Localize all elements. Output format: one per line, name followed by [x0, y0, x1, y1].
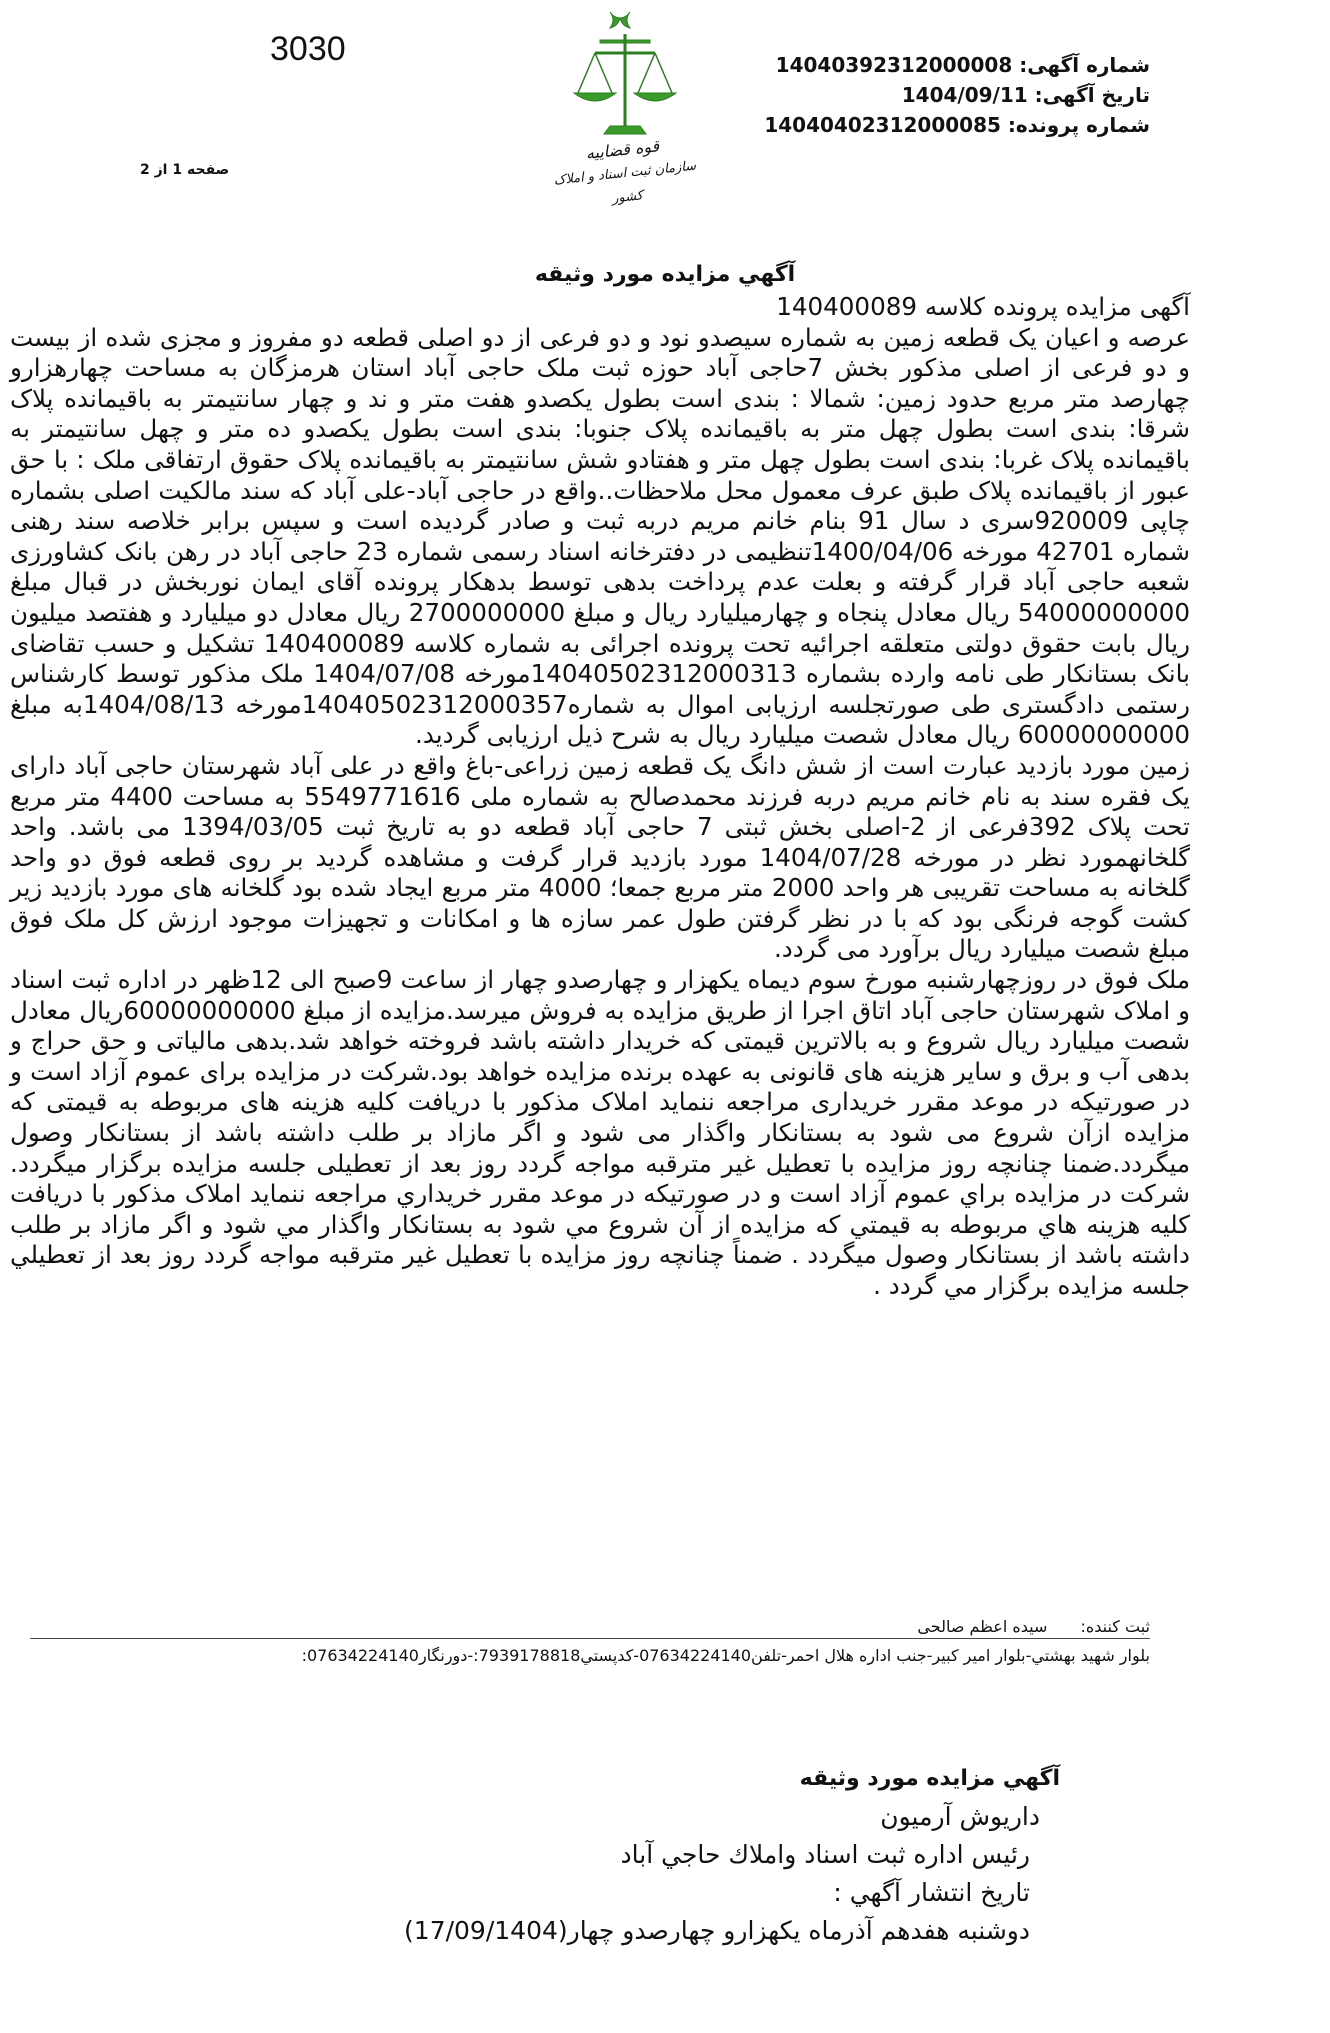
recorder-label: ثبت کننده:	[1080, 1617, 1150, 1636]
notice-paragraph: عرصه و اعیان یک قطعه زمین به شماره سیصدو نود و دو فرعی از دو اصلی قطعه دو مفروز و مجزی شده از بیست و دو فرعی از اصلی مذکور بخش 7حاجی آباد حوزه ثبت ملک حاجی آباد استان هرمزگان به مساحت چهارهزارو چهارصد متر مربع حدود زمین: شمالا : بندی است بطول یکصدو هفت متر و ند و چهار سانتیمتر به باقیمانده پلاک شرقا: بندی است بطول چهل متر به باقیمانده پلاک جنوبا: بندی است بطول یکصدو ده متر و چهل سانتیمتر به باقیمانده پلاک غربا: بندی است بطول چهل متر و هفتادو شش سانتیمتر به باقیمانده پلاک حقوق ارتفاقی ملک : با حق عبور از باقیمانده پلاک طبق عرف معمول محل ملاحظات..واقع در حاجی آباد-علی آباد که سند مالکیت اصلی بشماره چاپی 920009سری د سال 91 بنام خانم مریم دربه ثبت و صادر گردیده است و سپس برابر خلاصه سند رهنی شماره 42701 مورخه 1400/04/06تنظیمی در دفترخانه اسناد رسمی شماره 23 حاجی آباد در رهن بانک کشاورزی شعبه حاجی آباد قرار گرفته و بعلت عدم پرداخت بدهی توسط بدهکار پرونده آقای ایمان نوربخش در قبال مبلغ 54000000000 ریال معادل پنجاه و چهارمیلیارد ریال و مبلغ 2700000000 ریال معادل دو میلیارد و هفتصد میلیون ریال بابت حقوق دولتی متعلقه اجرائیه تحت پرونده اجرائی به شماره کلاسه 140400089 تشکیل و حسب تقاضای بانک بستانکار طی نامه وارده بشماره 14040502312000313مورخه 1404/07/08 ملک مذکور توسط کارشناس رستمی دادگستری طی صورتجلسه ارزیابی اموال به شماره14040502312000357مورخه 1404/08/13به مبلغ 60000000000 ریال معادل شصت میلیارد ریال به شرح ذیل ارزیابی گردید.	[10, 322, 1191, 750]
notice-body	[10, 292, 1190, 1302]
notice-paragraph: ملک فوق در روزچهارشنبه مورخ سوم دیماه یکهزار و چهارصدو چهار از ساعت 9صبح الی 12ظهر در اداره ثبت اسناد و املاک شهرستان حاجی آباد اتاق اجرا از طریق مزایده به فروش میرسد.مزایده از مبلغ 60000000000ریال معادل شصت میلیارد ریال شروع و به بالاترین قیمتی که خریدار داشته باشد فروخته خواهد شد.بدهی مالیاتی و حق حراج و بدهی آب و برق و سایر هزینه های قانونی به عهده برنده مزایده خواهد بود.شرکت در مزایده برای عموم آزاد است و در صورتیکه در موعد مقرر خریداری مراجعه ننماید املاک مذکور با دریافت کلیه هزینه های مربوطه به قیمتی که مزایده ازآن شروع می شود به بستانکار واگذار می شود و اگر مازاد بر طلب داشته باشد از بستانکار وصول میگردد.ضمنا چنانچه روز مزایده با تعطیل غیر مترقبه مواجه گردد روز بعد از تعطیلی جلسه مزایده برگزار میگردد. شرکت در مزايده براي عموم آزاد است و در صورتيکه در موعد مقرر خريداري مراجعه ننمايد املاک مذکور با دريافت کليه هزينه هاي مربوطه به قيمتي که مزايده از آن شروع مي شود به بستانکار واگذار مي شود و اگر مازاد بر طلب داشته باشد از بستانکار وصول ميگردد . ضمناً چنانچه روز مزايده با تعطيل غير مترقبه مواجه گردد روز بعد از تعطيلي جلسه مزايده برگزار مي گردد .	[10, 965, 1191, 1300]
ad-number-row	[730, 50, 1150, 80]
notice-paragraph: زمین مورد بازدید عبارت است از شش دانگ یک قطعه زمین زراعی-باغ واقع در علی آباد شهرستان حاجی آباد دارای یک فقره سند به نام خانم مریم دربه فرزند محمدصالح به شماره ملی 5549771616 به مساحت 4400 متر مربع تحت پلاک 392فرعی از 2-اصلی بخش ثبتی 7 حاجی آباد قطعه دو به تاریخ ثبت 1394/03/05 می باشد. واحد گلخانهمورد نظر در مورخه 1404/07/28 مورد بازدید قرار گرفت و مشاهده گردید بر روی قطعه فوق دو واحد گلخانه به مساحت تقریبی هر واحد 2000 متر مربع جمعا؛ 4000 متر مربع ایجاد شده بود گلخانه های مورد بازدید زیر کشت گوجه فرنگی بود که با در نظر گرفتن طول عمر سازه ها و امکانات و تجهیزات موجود ارزش کل ملک فوق مبلغ شصت میلیارد ریال برآورد می گردد.	[10, 750, 1191, 964]
signer-position: رئيس اداره ثبت اسناد واملاك حاجي آباد	[620, 1840, 1030, 1869]
notice-title: آگهي مزايده مورد وثيقه	[534, 262, 796, 287]
signer-name: داريوش آرميون	[880, 1802, 1040, 1831]
ad-date: 1404/09/11	[901, 83, 1028, 107]
file-number-row	[730, 110, 1150, 140]
publish-date: دوشنبه هفدهم آذرماه يکهزارو چهارصدو چهار(17/09/1404)	[404, 1916, 1030, 1945]
ad-number-label: شماره آگهی:	[1019, 53, 1150, 77]
ad-number: 14040392312000008	[775, 53, 1013, 77]
ad-date-label: تاریخ آگهی:	[1034, 83, 1150, 107]
file-number-label: شماره پرونده:	[1007, 113, 1150, 137]
recorder-name: سیده اعظم صالحی	[917, 1617, 1048, 1636]
page-counter: صفحه 1 از 2	[140, 162, 230, 178]
emblem-text-line2: سازمان ثبت اسناد و املاک کشور	[553, 158, 697, 207]
notice-heading-line: آگهی مزایده پرونده کلاسه 140400089	[776, 292, 1190, 321]
ad-meta	[730, 50, 1150, 140]
recorder-line	[889, 1617, 1150, 1636]
publish-date-label: تاريخ انتشار آگهي :	[833, 1878, 1030, 1907]
signature-block	[310, 1760, 1060, 1950]
ad-date-row	[730, 80, 1150, 110]
emblem-text-line1: قوه قضاییه	[584, 136, 661, 163]
footer-divider	[30, 1638, 1150, 1639]
file-number: 14040402312000085	[764, 113, 1001, 137]
office-address: بلوار شهيد بهشتي-بلوار امير کبير-جنب اداره هلال احمر-تلفن07634224140-کدپستي7939178818:-دورنگار07634224140:	[301, 1646, 1150, 1665]
signature-title: آگهي مزايده مورد وثيقه	[799, 1766, 1060, 1791]
page-number-top: 3030	[270, 30, 346, 68]
judiciary-emblem	[540, 8, 710, 208]
